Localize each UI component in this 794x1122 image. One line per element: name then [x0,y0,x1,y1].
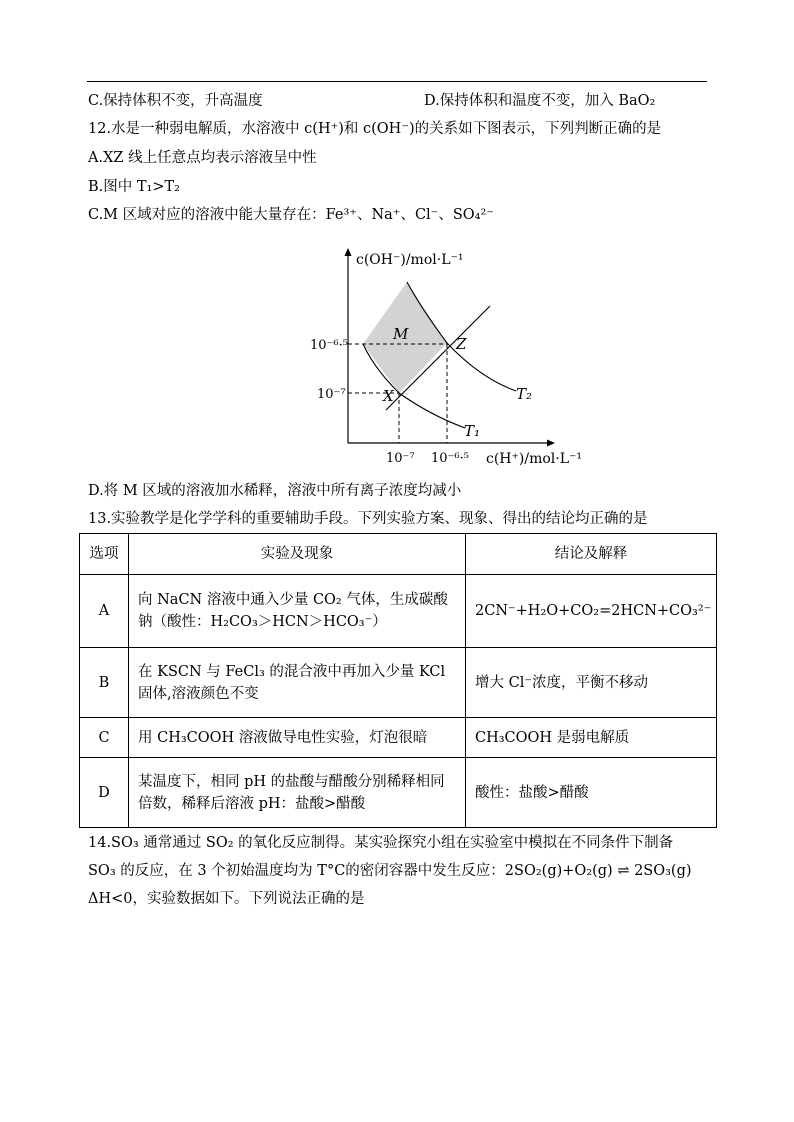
point-z-label: Z [456,335,467,353]
q12-option-c: C.M 区域对应的溶液中能大量存在：Fe³⁺、Na⁺、Cl⁻、SO₄²⁻ [88,207,494,223]
q12-stem: 12.水是一种弱电解质，水溶液中 c(H⁺)和 c(OH⁻)的关系如下图表示，下列判断正确的是 [88,121,662,137]
y-axis-arrow [345,248,352,256]
row-option: B [80,648,129,718]
point-x-label: X [383,387,394,405]
header-option: 选项 [80,534,129,575]
row-conclusion: 增大 Cl⁻浓度，平衡不移动 [466,648,717,718]
y-axis-label: c(OH⁻)/mol·L⁻¹ [356,252,464,268]
curve-t2-label: T₂ [516,385,533,403]
q11-option-c: C.保持体积不变，升高温度 [88,93,263,109]
x-axis-label: c(H⁺)/mol·L⁻¹ [486,451,583,467]
row-option: A [80,575,129,648]
row-conclusion: 2CN⁻+H₂O+CO₂=2HCN+CO₃²⁻ [466,575,717,648]
table-row [80,648,717,718]
q14-line2: SO₃ 的反应，在 3 个初始温度均为 T°C的密闭容器中发生反应：2SO₂(g)+O₂(g) ⇌ 2SO₃(g) [88,863,692,879]
experiment-table [79,533,717,828]
water-ionization-graph [290,240,600,472]
q12-option-a: A.XZ 线上任意点均表示溶液呈中性 [88,150,317,166]
row-conclusion: 酸性：盐酸>醋酸 [466,758,717,828]
row-experiment: 在 KSCN 与 FeCl₃ 的混合液中再加入少量 KCl 固体,溶液颜色不变 [129,648,466,718]
q13-stem: 13.实验教学是化学学科的重要辅助手段。下列实验方案、现象、得出的结论均正确的是 [88,511,648,527]
header-rule [87,81,707,82]
curve-t1-label: T₁ [464,422,481,440]
x-tick-high: 10⁻⁶·⁵ [431,451,469,466]
x-axis-arrow [547,440,555,447]
q12-option-b: B.图中 T₁>T₂ [88,179,180,195]
table-row [80,758,717,828]
region-m-label: M [393,325,409,343]
row-experiment: 用 CH₃COOH 溶液做导电性实验，灯泡很暗 [129,718,466,758]
x-tick-low: 10⁻⁷ [386,451,415,466]
row-option: C [80,718,129,758]
row-experiment: 向 NaCN 溶液中通入少量 CO₂ 气体，生成碳酸钠（酸性：H₂CO₃＞HCN＞HCO₃⁻） [129,575,466,648]
q11-option-d: D.保持体积和温度不变，加入 BaO₂ [424,93,656,109]
y-tick-low: 10⁻⁷ [317,387,346,402]
y-tick-high: 10⁻⁶·⁵ [310,338,348,353]
table-row [80,575,717,648]
row-experiment: 某温度下，相同 pH 的盐酸与醋酸分别稀释相同倍数，稀释后溶液 pH：盐酸>醋酸 [129,758,466,828]
q14-line3: ΔH<0，实验数据如下。下列说法正确的是 [88,891,365,907]
row-conclusion: CH₃COOH 是弱电解质 [466,718,717,758]
q14-line1: 14.SO₃ 通常通过 SO₂ 的氧化反应制得。某实验探究小组在实验室中模拟在不同条件下制备 [88,835,674,851]
table-row [80,718,717,758]
table-header-row [80,534,717,575]
header-conclusion: 结论及解释 [466,534,717,575]
header-experiment: 实验及现象 [129,534,466,575]
q12-option-d: D.将 M 区域的溶液加水稀释，溶液中所有离子浓度均减小 [88,483,462,499]
row-option: D [80,758,129,828]
